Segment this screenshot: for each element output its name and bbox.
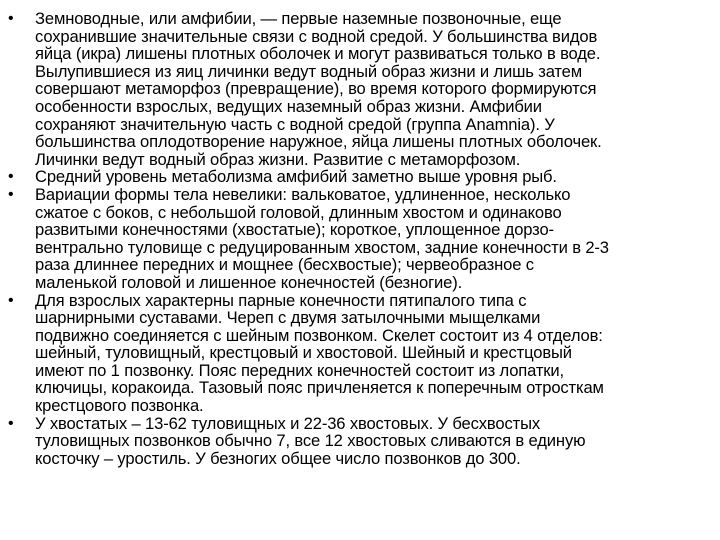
text-line: сохраняют значительную часть с водной средой (группа Anamnia). У: [35, 114, 555, 134]
bullet-text: [35, 10, 712, 168]
bullet-item-1: [8, 10, 712, 168]
bullet-text: [35, 168, 712, 186]
bullet-marker: •: [8, 185, 14, 203]
text-line: раза длиннее передних и мощнее (бесхвостые); червеобразное с: [35, 255, 534, 275]
bullet-marker: •: [8, 291, 14, 309]
text-line: сохранившие значительные связи с водной средой. У большинства видов: [35, 26, 598, 46]
text-line: совершают метаморфоз (превращение), во время которого формируются: [35, 79, 597, 99]
bullet-marker: •: [8, 414, 14, 432]
text-line: Средний уровень метаболизма амфибий заметно выше уровня рыб.: [35, 167, 557, 187]
text-line: имеют по 1 позвонку. Пояс передних конечностей состоит из лопатки,: [35, 360, 564, 380]
bullet-item-4: [8, 292, 712, 415]
text-line: шейный, туловищный, крестцовый и хвостовой. Шейный и крестцовый: [35, 343, 572, 363]
text-line: Для взрослых характерны парные конечности пятипалого типа с: [35, 290, 527, 310]
text-line: подвижно соединяется с шейным позвонком. Скелет состоит из 4 отделов:: [35, 325, 603, 345]
text-line: Вариации формы тела невелики: вальковатое, удлиненное, несколько: [35, 184, 571, 204]
bullet-item-5: [8, 415, 712, 468]
text-line: Земноводные, или амфибии, — первые наземные позвоночные, еще: [35, 9, 562, 28]
text-line: маленькой головой и лишенное конечностей (безногие).: [35, 272, 463, 292]
text-line: вентрально туловище с редуцированным хвостом, задние конечности в 2-3: [35, 237, 609, 257]
text-line: Вылупившиеся из яиц личинки ведут водный образ жизни и лишь затем: [35, 61, 583, 81]
bullet-list: [8, 10, 712, 467]
bullet-marker: •: [8, 10, 14, 27]
text-line: У хвостатых – 13-62 туловищных и 22-36 хвостовых. У бесхвостых: [35, 413, 541, 433]
bullet-text: [35, 186, 712, 292]
text-line: развитыми конечностями (хвостатые); короткое, уплощенное дорзо-: [35, 220, 554, 240]
text-line: яйца (икра) лишены плотных оболочек и могут развиваться только в воде.: [35, 44, 601, 64]
bullet-text: [35, 415, 712, 468]
text-line: шарнирными суставами. Череп с двумя затылочными мыщелками: [35, 308, 541, 328]
text-line: туловищных позвонков обычно 7, все 12 хвостовых сливаются в единую: [35, 431, 586, 451]
text-line: косточку – уростиль. У безногих общее число позвонков до 300.: [35, 448, 521, 468]
text-line: особенности взрослых, ведущих наземный образ жизни. Амфибии: [35, 96, 542, 116]
bullet-marker: •: [8, 168, 14, 186]
bullet-item-3: [8, 186, 712, 292]
text-line: большинства оплодотворение наружное, яйца лишены плотных оболочек.: [35, 132, 602, 152]
text-line: Личинки ведут водный образ жизни. Развитие с метаморфозом.: [35, 149, 521, 169]
text-line: крестцового позвонка.: [35, 396, 204, 416]
bullet-text: [35, 292, 712, 415]
bullet-item-2: [8, 168, 712, 186]
text-line: ключицы, коракоида. Тазовый пояс причленяется к поперечным отросткам: [35, 378, 604, 398]
text-line: сжатое с боков, с небольшой головой, длинным хвостом и одинаково: [35, 202, 562, 222]
